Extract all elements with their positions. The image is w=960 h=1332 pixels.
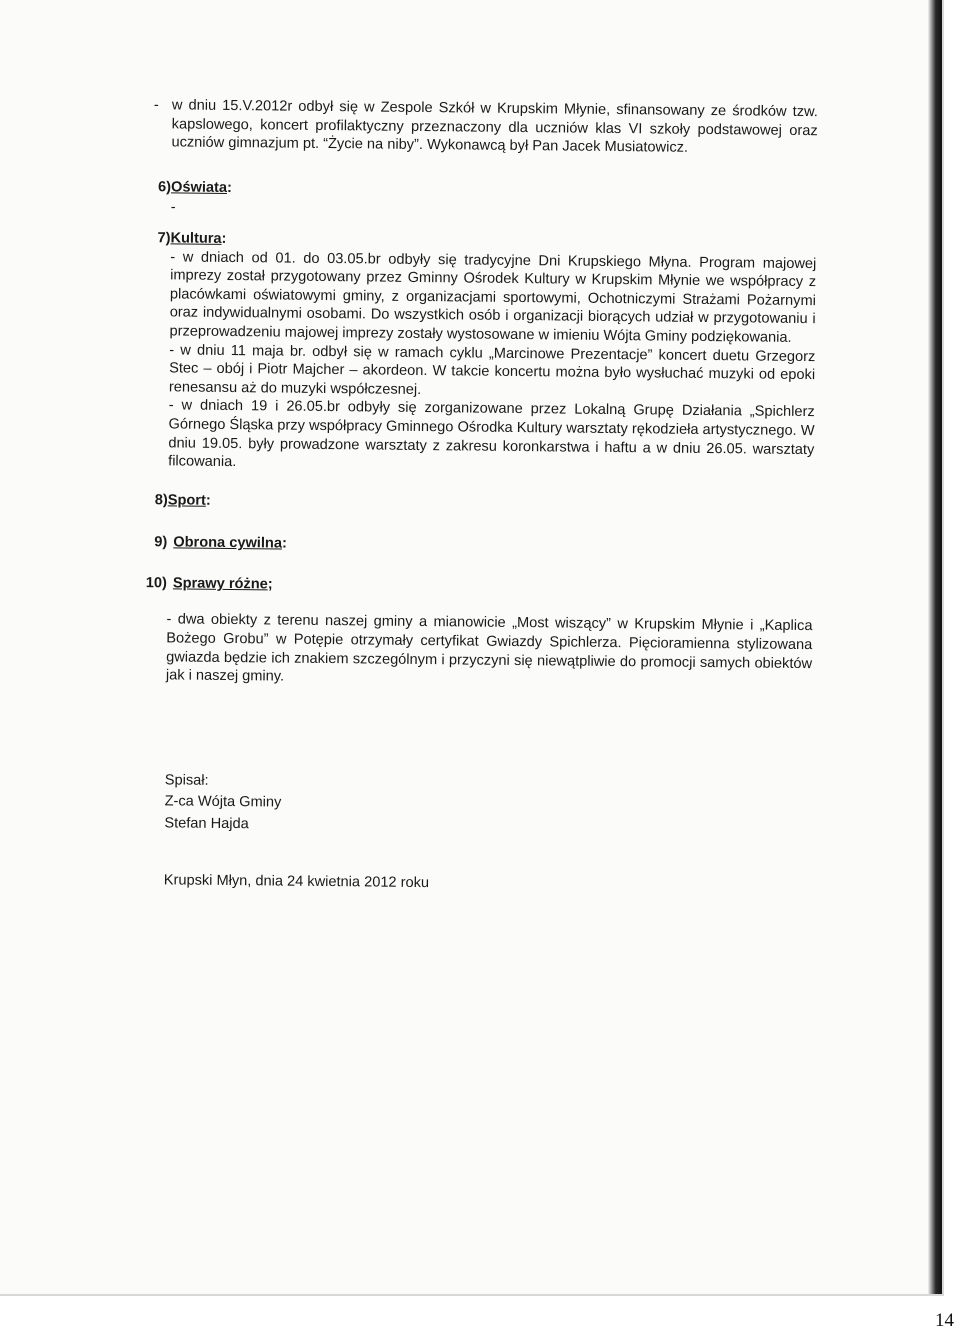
section-8-suffix: : bbox=[205, 492, 211, 509]
intro-item bbox=[135, 96, 818, 159]
signature-label: Spisał: bbox=[164, 772, 209, 789]
signature-block bbox=[128, 771, 811, 897]
document-body bbox=[128, 96, 818, 896]
section-9-title: Obrona cywilna bbox=[173, 534, 283, 552]
intro-text: w dniu 15.V.2012r odbył się w Zespole Szkół w Krupskim Młynie, sfinansowany ze środków tzw. kapslowego, koncert profilaktyczny przeznaczony dla uczniów klas VI szkoły podstawowej oraz uczniów gimnazjum pt. “Życie na niby”. Wykonawcą był Pan Jacek Musiatowicz. bbox=[171, 97, 818, 156]
section-10-title: Sprawy różne bbox=[172, 575, 268, 593]
section-7-suffix: : bbox=[221, 230, 227, 247]
section-6-title: Oświata bbox=[170, 179, 228, 196]
section-7-number: 7) bbox=[157, 230, 171, 247]
section-6-suffix: : bbox=[226, 179, 232, 196]
intro-dash: - bbox=[153, 97, 159, 114]
section-10-suffix: ; bbox=[267, 576, 273, 593]
section-8-number: 8) bbox=[154, 491, 168, 509]
section-8-heading bbox=[132, 491, 814, 517]
section-10-number: 10) bbox=[145, 575, 167, 592]
section-7-paragraph-2: - w dniu 11 maja br. odbył się w ramach cyklu „Marcinowe Prezentacje” koncert duetu Grzegorz Stec – obój i Piotr Majcher – akordeon. W takcie koncertu można było wysłuchać muzyki od epoki renesansu aż do muzyki współczesnej. bbox=[168, 341, 816, 398]
section-9-heading bbox=[131, 533, 813, 559]
section-9-number: 9) bbox=[154, 534, 168, 551]
signature-role: Z-ca Wójta Gminy bbox=[164, 793, 282, 811]
page-number: 14 bbox=[935, 1310, 954, 1331]
scan-dark-edge bbox=[928, 0, 942, 1296]
section-7-title: Kultura bbox=[170, 230, 222, 247]
section-10-heading bbox=[131, 574, 813, 600]
section-10-body: - dwa obiekty z terenu naszej gminy a mianowicie „Most wiszący” w Krupskim Młynie i „Kaplica Bożego Grobu” w Potępie otrzymały certyfikat Gwiazdy Spichlerza. Pięcioramienna stylizowana gwiazda będzie ich znakiem szczególnym i przyczyni się niewątpliwie do promocji samych obiektów jak i naszej gminy. bbox=[165, 611, 813, 685]
section-7-paragraph-3: - w dniach 19 i 26.05.br odbyły się zorganizowane przez Lokalną Grupę Działania „Spichlerz Górnego Śląska przy współpracy Gminnego Ośrodka Kultury warsztaty rękodzieła artystycznego. W dniu 19.05. były prowadzone warsztaty z zakresu koronkarstwa i haftu a w dniu 26.05. warsztaty filcowania. bbox=[168, 397, 815, 471]
section-7-paragraph-1: - w dniach od 01. do 03.05.br odbyły się tradycyjne Dni Krupskiego Młyna. Program majowej imprezy został przygotowany przez Gminny Ośrodek Kultury w Krupskim Młynie we współpracy z placówkami oświatowymi gminy, z organizacjami sportowymi, Ochotniczymi Strażami Pożarnymi oraz indywidualnymi osobami. Do wszystkich osób i organizacji biorących udział w przygotowaniu i przeprowadzeniu majowej imprezy zostały wystosowane w imieniu Wójta Gminy podziękowania. bbox=[169, 248, 817, 346]
section-8-title: Sport bbox=[167, 492, 206, 509]
place-and-date: Krupski Młyn, dnia 24 kwietnia 2012 roku bbox=[163, 871, 430, 891]
signature-name: Stefan Hajda bbox=[164, 815, 249, 833]
section-6-body: - bbox=[170, 199, 176, 216]
section-6-number: 6) bbox=[157, 179, 172, 196]
section-9-suffix: : bbox=[281, 535, 287, 552]
